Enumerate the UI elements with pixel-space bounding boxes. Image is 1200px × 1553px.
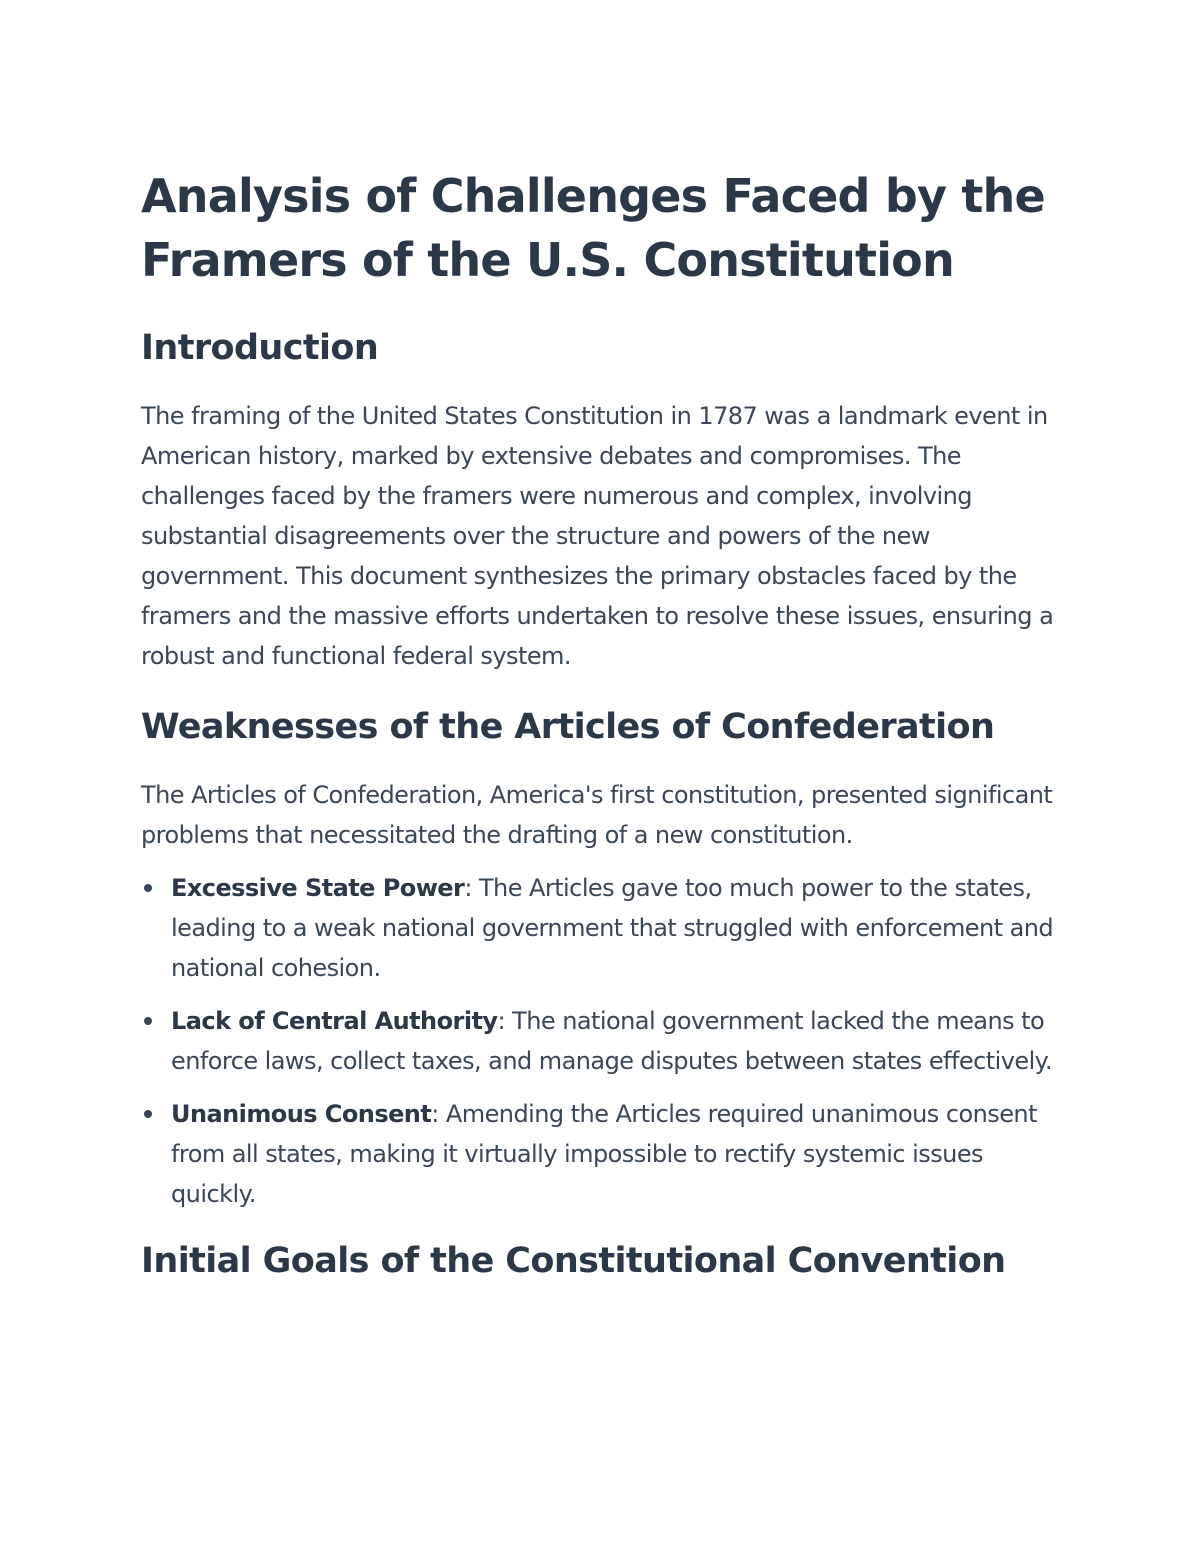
section-heading-initial-goals: Initial Goals of the Constitutional Convention	[141, 1241, 1006, 1281]
list-item	[141, 868, 1071, 988]
list-item	[141, 1094, 1071, 1214]
list-item-term: Excessive State Power	[171, 874, 465, 902]
bullet-icon	[144, 884, 152, 892]
document-title: Analysis of Challenges Faced by the Framers of the U.S. Constitution	[141, 169, 1045, 287]
introduction-paragraph: The framing of the United States Constitution in 1787 was a landmark event in American history, marked by extensive debates and compromises. The challenges faced by the framers were numerous and complex, involving substantial disagreements over the structure and powers of the new government. This document synthesizes the primary obstacles faced by the framers and the massive efforts undertaken to resolve these issues, ensuring a robust and functional federal system.	[141, 402, 1054, 670]
weaknesses-paragraph: The Articles of Confederation, America's first constitution, presented significant problems that necessitated the drafting of a new constitution.	[141, 781, 1053, 849]
section-heading-weaknesses: Weaknesses of the Articles of Confederation	[141, 707, 995, 747]
section-heading-introduction: Introduction	[141, 328, 379, 368]
list-item-text: : Amending the Articles required unanimous consent from all states, making it virtually impossible to rectify systemic issues quickly.	[171, 1100, 1037, 1208]
list-item-term: Unanimous Consent	[171, 1100, 432, 1128]
document-page	[141, 164, 1071, 1283]
list-item-text: : The national government lacked the means to enforce laws, collect taxes, and manage disputes between states effectively.	[171, 1007, 1052, 1075]
list-item	[141, 1001, 1071, 1081]
list-item-text: : The Articles gave too much power to the states, leading to a weak national government that struggled with enforcement and national cohesion.	[171, 874, 1054, 982]
list-item-term: Lack of Central Authority	[171, 1007, 498, 1035]
bullet-icon	[144, 1110, 152, 1118]
weaknesses-list	[141, 868, 1071, 1214]
bullet-icon	[144, 1017, 152, 1025]
